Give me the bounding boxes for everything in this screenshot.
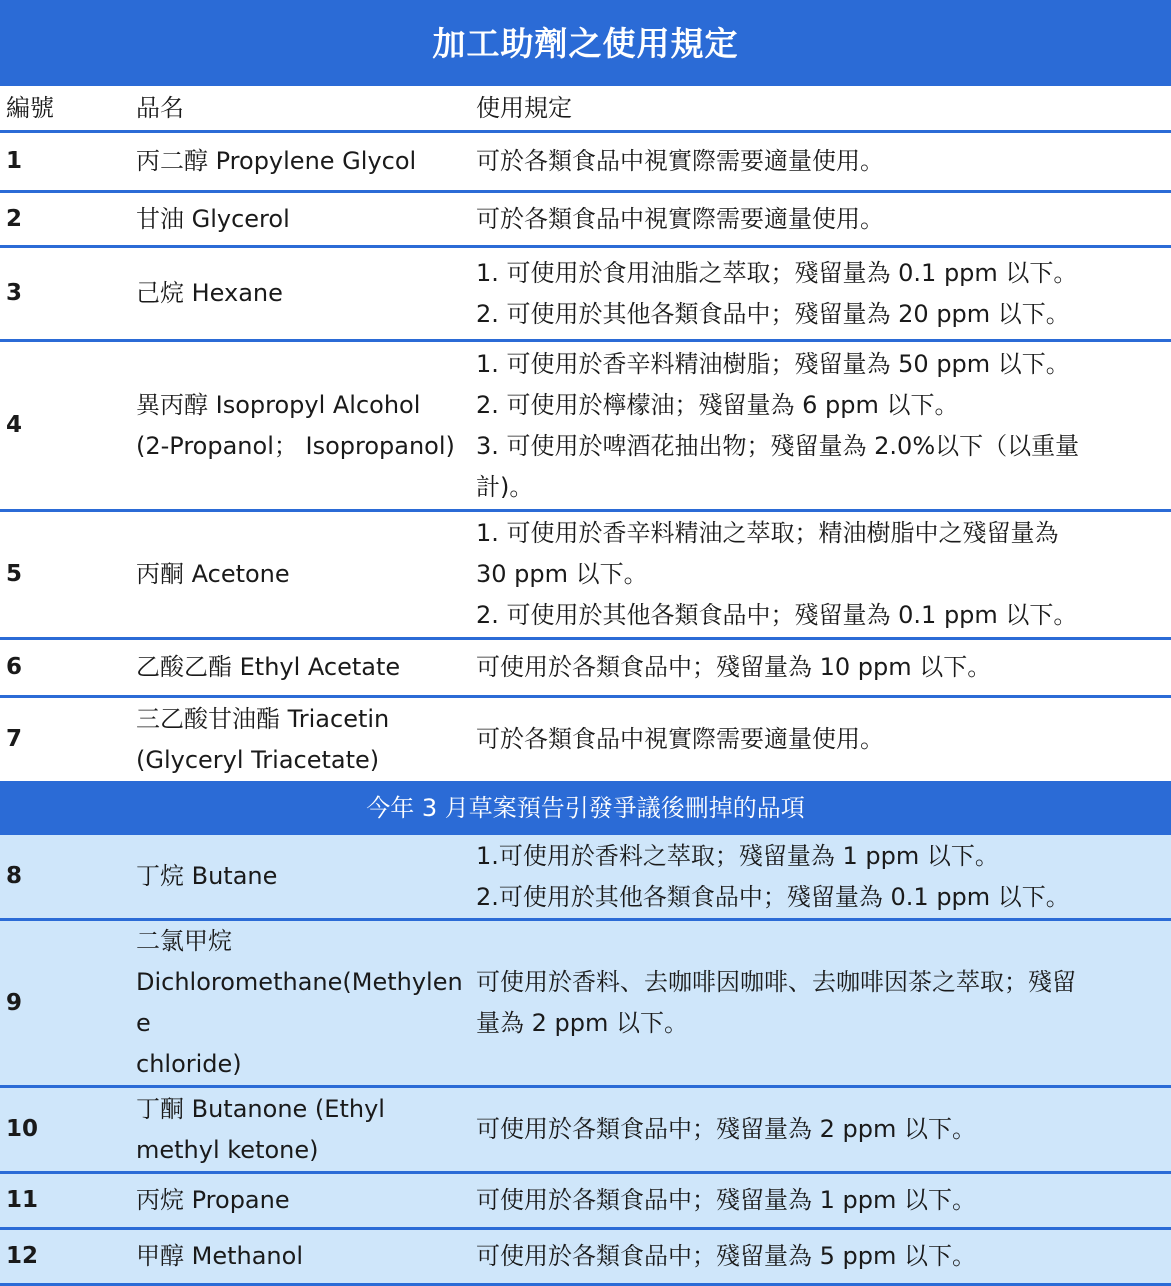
usage-rule-line: 2. 可使用於檸檬油；殘留量為 6 ppm 以下。: [476, 390, 959, 419]
usage-rule: [470, 511, 1171, 639]
item-name: [130, 1087, 470, 1173]
table-row: [0, 192, 1171, 247]
row-number: 10: [0, 1087, 130, 1173]
item-name-line: 丁酮 Butanone (Ethyl: [136, 1094, 385, 1123]
row-number: 4: [0, 341, 130, 511]
usage-rule-line: 量為 2 ppm 以下。: [476, 1009, 689, 1037]
item-name-line: 二氯甲烷: [136, 927, 232, 955]
item-name: [130, 697, 470, 783]
removed-items-section-row: [0, 783, 1171, 834]
usage-rule: [470, 639, 1171, 697]
usage-rule: [470, 920, 1171, 1087]
item-name-line: methyl ketone): [136, 1135, 319, 1164]
usage-rule: [470, 247, 1171, 341]
table-row: [0, 247, 1171, 341]
usage-rule-line: 1. 可使用於食用油脂之萃取；殘留量為 0.1 ppm 以下。: [476, 258, 1078, 287]
item-name-line: 己烷 Hexane: [136, 279, 283, 307]
usage-rule: [470, 1173, 1171, 1229]
row-number: 11: [0, 1173, 130, 1229]
row-number: 6: [0, 639, 130, 697]
row-number: 12: [0, 1229, 130, 1285]
item-name: [130, 834, 470, 920]
item-name: [130, 1229, 470, 1285]
usage-rule-line: 可使用於各類食品中；殘留量為 5 ppm 以下。: [476, 1242, 977, 1270]
usage-rule-line: 可於各類食品中視實際需要適量使用。: [476, 725, 884, 753]
item-name-line: 甘油 Glycerol: [136, 204, 290, 233]
item-name: [130, 511, 470, 639]
usage-rule-line: 3. 可使用於啤酒花抽出物；殘留量為 2.0%以下（以重量: [476, 431, 1080, 460]
item-name: [130, 132, 470, 192]
usage-rule-line: 1. 可使用於香辛料精油樹脂；殘留量為 50 ppm 以下。: [476, 349, 1070, 378]
item-name: [130, 192, 470, 247]
item-name-line: 丙烷 Propane: [136, 1186, 290, 1214]
usage-rule-line: 可使用於各類食品中；殘留量為 10 ppm 以下。: [476, 653, 992, 681]
usage-rule-line: 1.可使用於香料之萃取；殘留量為 1 ppm 以下。: [476, 841, 999, 870]
column-header-rule: 使用規定: [470, 86, 1171, 132]
item-name-line: 丙酮 Acetone: [136, 560, 290, 588]
row-number: 7: [0, 697, 130, 783]
usage-rule-line: 計)。: [476, 472, 534, 501]
row-number: 2: [0, 192, 130, 247]
table-row: [0, 1087, 1171, 1173]
table-row: [0, 132, 1171, 192]
usage-rule-line: 2.可使用於其他各類食品中；殘留量為 0.1 ppm 以下。: [476, 882, 1070, 911]
item-name-line: 乙酸乙酯 Ethyl Acetate: [136, 653, 401, 681]
usage-rule: [470, 834, 1171, 920]
usage-rule-line: 1. 可使用於香辛料精油之萃取；精油樹脂中之殘留量為: [476, 519, 1059, 547]
row-number: 3: [0, 247, 130, 341]
usage-rule-line: 30 ppm 以下。: [476, 560, 648, 588]
item-name-line: 異丙醇 Isopropyl Alcohol: [136, 390, 421, 419]
table-row: [0, 920, 1171, 1087]
row-number: 5: [0, 511, 130, 639]
row-number: 9: [0, 920, 130, 1087]
item-name-line: chloride): [136, 1050, 242, 1078]
usage-rule-line: 可使用於各類食品中；殘留量為 1 ppm 以下。: [476, 1186, 977, 1214]
item-name-line: 三乙酸甘油酯 Triacetin: [136, 704, 390, 733]
item-name-line: Dichloromethane(Methylene: [136, 968, 463, 1037]
table-row: [0, 639, 1171, 697]
item-name-line: (2-Propanol； Isopropanol): [136, 431, 455, 460]
item-name-line: 丙二醇 Propylene Glycol: [136, 147, 417, 175]
item-name-line: 丁烷 Butane: [136, 862, 278, 890]
item-name: [130, 341, 470, 511]
usage-rule-line: 2. 可使用於其他各類食品中；殘留量為 20 ppm 以下。: [476, 299, 1070, 328]
usage-rule: [470, 1229, 1171, 1285]
item-name-line: (Glyceryl Triacetate): [136, 745, 380, 774]
item-name-line: 甲醇 Methanol: [136, 1242, 303, 1270]
item-name: [130, 1173, 470, 1229]
usage-rule-line: 可於各類食品中視實際需要適量使用。: [476, 147, 884, 175]
row-number: 1: [0, 132, 130, 192]
column-header-row: [0, 86, 1171, 132]
usage-rule-line: 可使用於各類食品中；殘留量為 2 ppm 以下。: [476, 1115, 977, 1143]
usage-rule-line: 2. 可使用於其他各類食品中；殘留量為 0.1 ppm 以下。: [476, 601, 1078, 629]
table-title: 加工助劑之使用規定: [0, 0, 1171, 86]
usage-rule-line: 可於各類食品中視實際需要適量使用。: [476, 204, 884, 233]
table-row: [0, 341, 1171, 511]
table-row: [0, 511, 1171, 639]
usage-rule: [470, 341, 1171, 511]
table-row: [0, 697, 1171, 783]
table-row: [0, 1229, 1171, 1285]
item-name: [130, 247, 470, 341]
removed-items-section-title: 今年 3 月草案預告引發爭議後刪掉的品項: [0, 783, 1171, 834]
usage-rule: [470, 1087, 1171, 1173]
row-number: 8: [0, 834, 130, 920]
item-name: [130, 920, 470, 1087]
usage-rule-line: 可使用於香料、去咖啡因咖啡、去咖啡因茶之萃取；殘留: [476, 968, 1076, 996]
item-name: [130, 639, 470, 697]
table-row: [0, 1173, 1171, 1229]
usage-rule: [470, 192, 1171, 247]
table-row: [0, 834, 1171, 920]
usage-rule: [470, 132, 1171, 192]
column-header-number: 編號: [0, 86, 130, 132]
table-title-row: [0, 0, 1171, 86]
column-header-name: 品名: [130, 86, 470, 132]
usage-rule: [470, 697, 1171, 783]
